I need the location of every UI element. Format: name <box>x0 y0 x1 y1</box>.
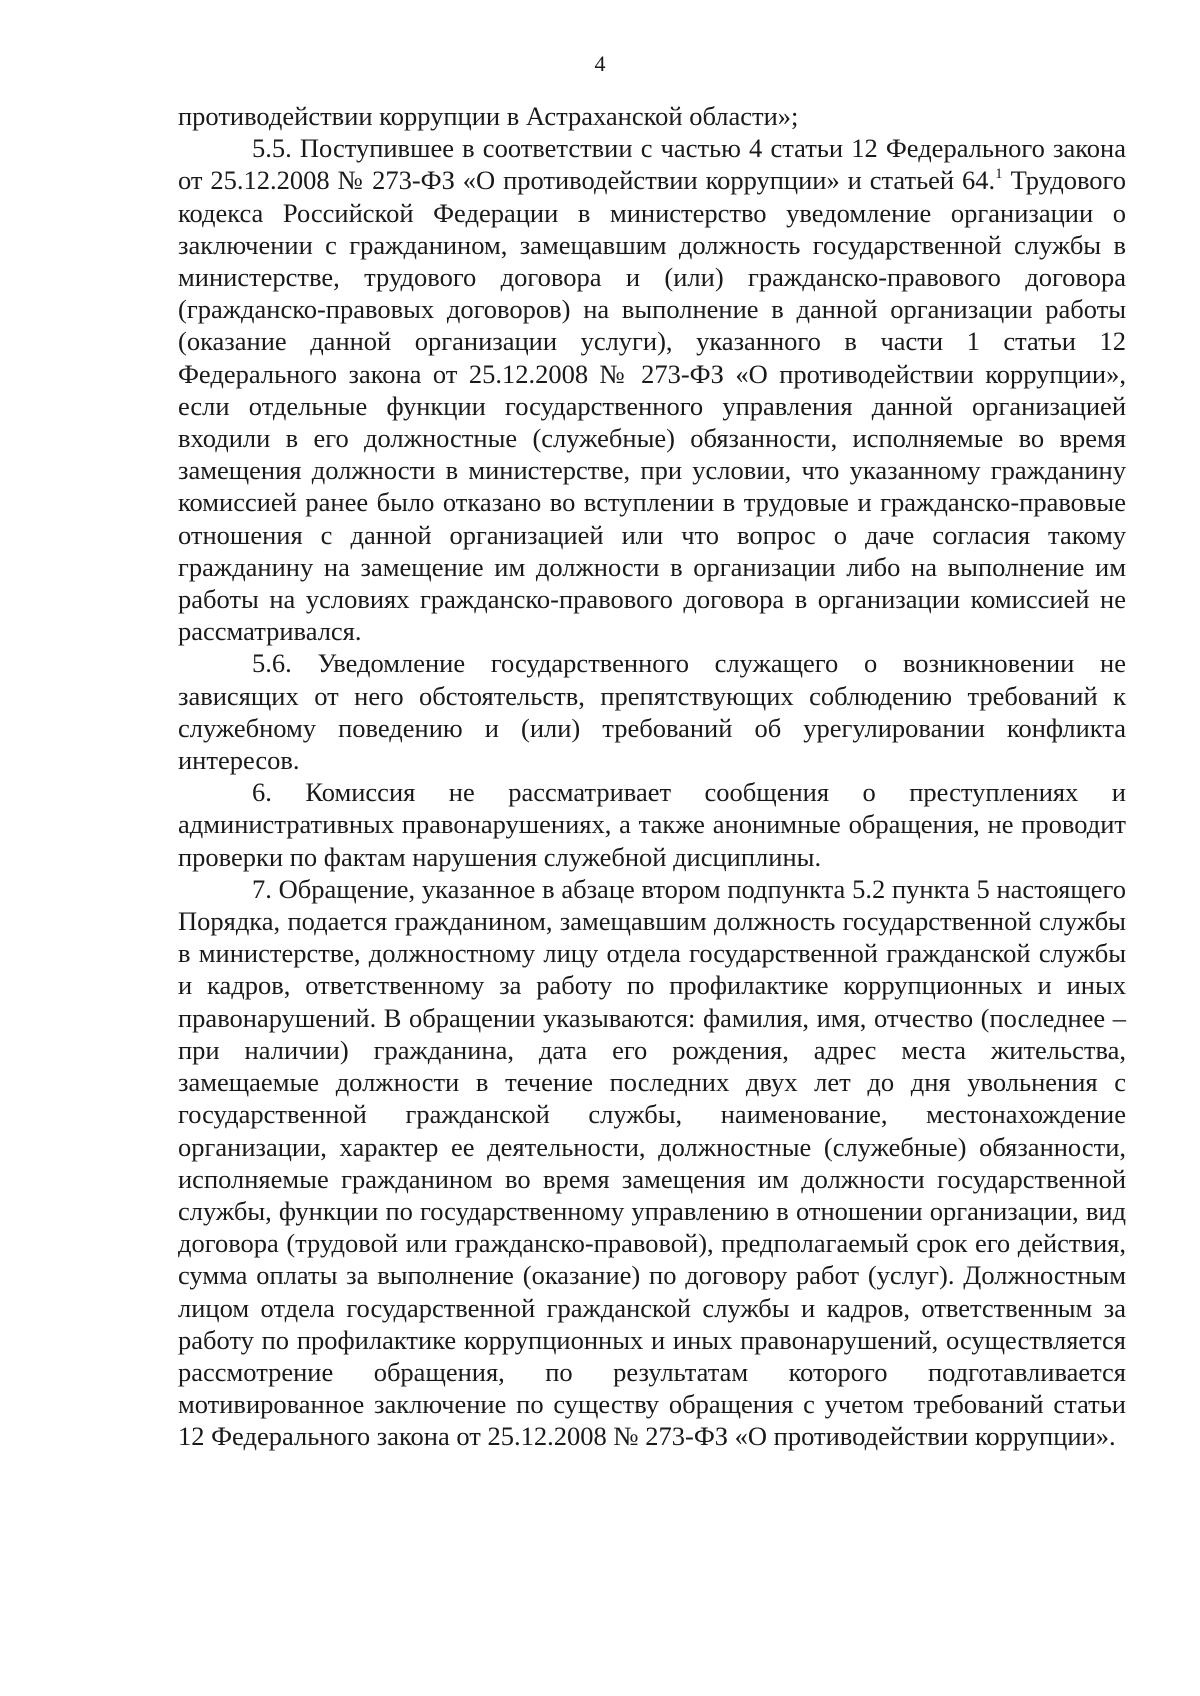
page-number: 4 <box>594 51 606 76</box>
paragraph-5-5-text-start: 5.5. Поступившее в соответствии с частью 4 статьи 12 Федерального закона от 25.12.2008 № 273-ФЗ «О противодействии коррупции» и статьей 64. <box>178 133 1126 196</box>
article-superscript: 1 <box>995 166 1003 183</box>
paragraph-5-5-text-end: Трудового кодекса Российской Федерации в министерство уведомление организации о заключении с гражданином, замещавшим должность государственной службы в министерстве, трудового договора и (или) гражданско-правового договора (гражданско-правовых договоров) на выполнение в данной организации работы (оказание данной организации услуги), указанного в части 1 статьи 12 Федерального закона от 25.12.2008 № 273-ФЗ «О противодействии коррупции», если отдельные функции государственного управления данной организацией входили в его должностные (служебные) обязанности, исполняемые во время замещения должности в министерстве, при условии, что указанному гражданину комиссией ранее было отказано во вступлении в трудовые и гражданско-правовые отношения с данной организацией или что вопрос о даче согласия такому гражданину на замещение им должности в организации либо на выполнение им работы на условиях гражданско-правового договора в организации комиссией не рассматривался. <box>178 165 1127 647</box>
paragraph-5-6: 5.6. Уведомление государственного служащего о возникновении не зависящих от него обстоятельств, препятствующих соблюдению требований к служебному поведению и (или) требований об урегулировании конфликта интересов. <box>178 648 1126 776</box>
paragraph-7: 7. Обращение, указанное в абзаце втором подпункта 5.2 пункта 5 настоящего Порядка, подается гражданином, замещавшим должность государственной службы в министерстве, должностному лицу отдела государственной гражданской службы и кадров, ответственному за работу по профилактике коррупционных и иных правонарушений. В обращении указываются: фамилия, имя, отчество (последнее – при наличии) гражданина, дата его рождения, адрес места жительства, замещаемые должности в течение последних двух лет до дня увольнения с государственной гражданской службы, наименование, местонахождение организации, характер ее деятельности, должностные (служебные) обязанности, исполняемые гражданином во время замещения им должности государственной службы, функции по государственному управлению в отношении организации, вид договора (трудовой или гражданско-правовой), предполагаемый срок его действия, сумма оплаты за выполнение (оказание) по договору работ (услуг). Должностным лицом отдела государственной гражданской службы и кадров, ответственным за работу по профилактике коррупционных и иных правонарушений, осуществляется рассмотрение обращения, по результатам которого подготавливается мотивированное заключение по существу обращения с учетом требований статьи 12 Федерального закона от 25.12.2008 № 273-ФЗ «О противодействии коррупции». <box>178 873 1126 1452</box>
document-body <box>178 100 1126 1453</box>
paragraph-5-5 <box>178 132 1126 647</box>
paragraph-continuation: противодействии коррупции в Астраханской области»; <box>178 101 799 131</box>
paragraph-6: 6. Комиссия не рассматривает сообщения о преступлениях и административных правонарушениях, а также анонимные обращения, не проводит проверки по фактам нарушения служебной дисциплины. <box>178 777 1126 872</box>
